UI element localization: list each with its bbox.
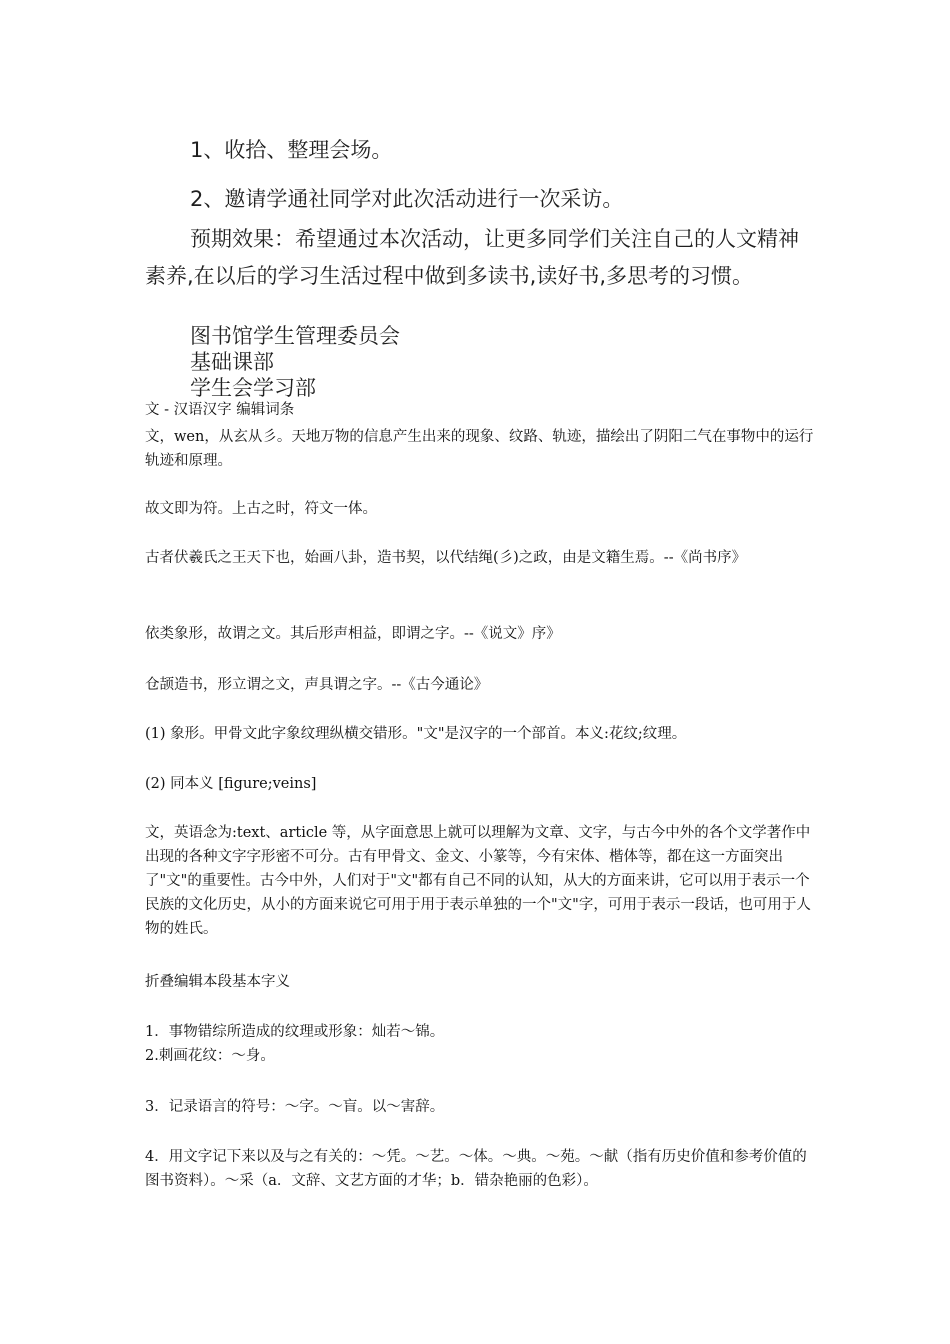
entry-paragraph-1: 文，wen，从玄从彡。天地万物的信息产生出来的现象、纹路、轨迹，描绘出了阴阳二气在事物中的运行轨迹和原理。 <box>145 429 814 469</box>
entry-heading: 文 - 汉语汉字 编辑词条 <box>145 402 295 418</box>
definition-2: 2.刺画花纹：～身。 <box>145 1048 275 1064</box>
signature-org-3: 学生会学习部 <box>190 376 316 400</box>
entry-section-heading: 折叠编辑本段基本字义 <box>145 974 290 990</box>
definition-3: 3．记录语言的符号：～字。～盲。以～害辞。 <box>145 1099 445 1115</box>
entry-paragraph-8: 文，英语念为:text、article 等，从字面意思上就可以理解为文章、文字，与古今中外的各个文学著作中出现的各种文字字形密不可分。古有甲骨文、金文、小篆等，今有宋体、楷体等，都在这一方面突出了"文"的重要性。古今中外，人们对于"文"都有自己不同的认知，从大的方面来讲，它可以用于表示一个民族的文化历史，从小的方面来说它可用于用于表示单独的一个"文"字，可用于表示一段话，也可用于人物的姓氏。 <box>145 825 811 937</box>
activity-step-1: 1、收拾、整理会场。 <box>190 138 393 162</box>
definition-4: 4．用文字记下来以及与之有关的：～凭。～艺。～体。～典。～苑。～献（指有历史价值和参考价值的图书资料）。～采（a．文辞、文艺方面的才华；b．错杂艳丽的色彩）。 <box>145 1149 807 1189</box>
activity-step-2: 2、邀请学通社同学对此次活动进行一次采访。 <box>190 187 624 211</box>
expected-effect-paragraph: 预期效果：希望通过本次活动，让更多同学们关注自己的人文精神素养,在以后的学习生活过程中做到多读书,读好书,多思考的习惯。 <box>145 227 799 288</box>
entry-paragraph-7: (2) 同本义 [figure;veins] <box>145 776 317 792</box>
entry-paragraph-6: (1) 象形。甲骨文此字象纹理纵横交错形。"文"是汉字的一个部首。本义:花纹;纹理。 <box>145 726 687 742</box>
entry-paragraph-5: 仓颉造书，形立谓之文，声具谓之字。--《古今通论》 <box>145 677 489 693</box>
entry-paragraph-3: 古者伏羲氏之王天下也，始画八卦，造书契，以代结绳(彡)之政，由是文籍生焉。--《尚书序》 <box>145 550 747 566</box>
signature-org-2: 基础课部 <box>190 350 274 374</box>
entry-paragraph-4: 依类象形，故谓之文。其后形声相益，即谓之字。--《说文》序》 <box>145 626 561 642</box>
signature-org-1: 图书馆学生管理委员会 <box>190 324 400 348</box>
definition-1: 1．事物错综所造成的纹理或形象：灿若～锦。 <box>145 1024 445 1040</box>
entry-paragraph-2: 故文即为符。上古之时，符文一体。 <box>145 501 377 517</box>
